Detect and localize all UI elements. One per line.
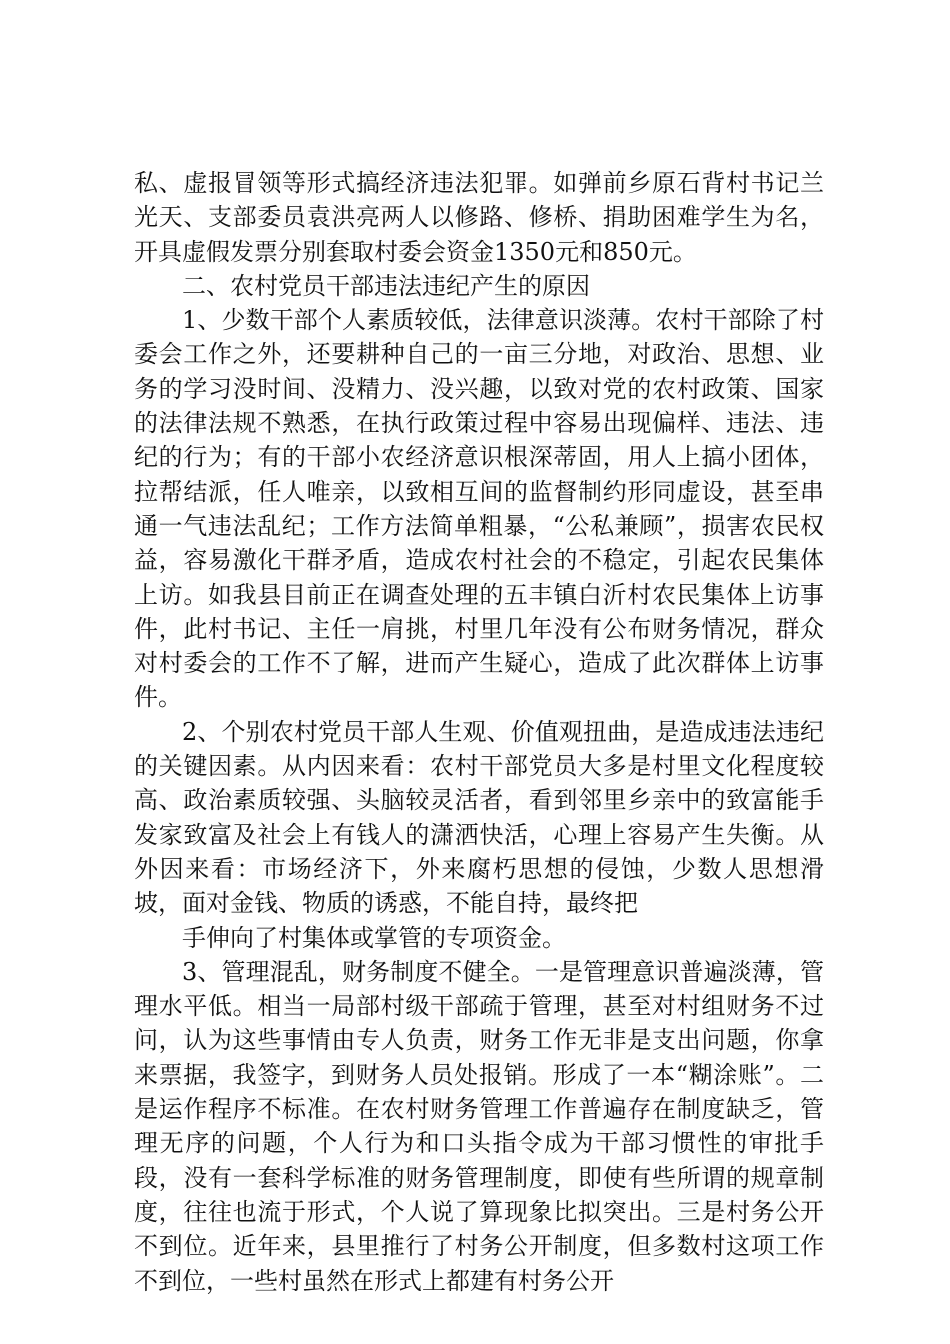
section-heading: 二、农村党员干部违法违纪产生的原因 <box>182 271 590 300</box>
paragraph-reason-1: 1、少数干部个人素质较低，法律意识淡薄。农村干部除了村委会工作之外，还要耕种自己的一亩三分地，对政治、思想、业务的学习没时间、没精力、没兴趣，以致对党的农村政策、国家的法律法规不熟悉，在执行政策过程中容易出现偏样、违法、违纪的行为；有的干部小农经济意识根深蒂固，用人上搞小团体，拉帮结派，任人唯亲，以致相互间的监督制约形同虚设，甚至串通一气违法乱纪；工作方法简单粗暴，“公私兼顾”，损害农民权益，容易激化干群矛盾，造成农村社会的不稳定，引起农民集体上访。如我县目前正在调查处理的五丰镇白沂村农民集体上访事件，此村书记、主任一肩挑，村里几年没有公布财务情况，群众对村委会的工作不了解，进而产生疑心，造成了此次群体上访事件。 <box>134 306 824 712</box>
paragraph-fragment: 手伸向了村集体或掌管的专项资金。 <box>182 923 566 952</box>
paragraph-reason-2: 2、个别农村党员干部人生观、价值观扭曲，是造成违法违纪的关键因素。从内因来看：农村干部党员大多是村里文化程度较高、政治素质较强、头脑较灵活者，看到邻里乡亲中的致富能手发家致富及社会上有钱人的潇洒快活，心理上容易产生失衡。从外因来看：市场经济下，外来腐朽思想的侵蚀，少数人思想滑坡，面对金钱、物质的诱惑，不能自持，最终把 <box>134 717 824 918</box>
paragraph-continuation: 私、虚报冒领等形式搞经济违法犯罪。如弹前乡原石背村书记兰光天、支部委员袁洪亮两人以修路、修桥、捐助困难学生为名，开具虚假发票分别套取村委会资金1350元和850元。 <box>134 169 824 266</box>
paragraph-reason-3: 3、管理混乱，财务制度不健全。一是管理意识普遍淡薄，管理水平低。相当一局部村级干部疏于管理，甚至对村组财务不过问，认为这些事情由专人负责，财务工作无非是支出问题，你拿来票据，我签字，到财务人员处报销。形成了一本“糊涂账”。二是运作程序不标准。在农村财务管理工作普遍存在制度缺乏，管理无序的问题，个人行为和口头指令成为干部习惯性的审批手段，没有一套科学标准的财务管理制度，即使有些所谓的规章制度，往往也流于形式，个人说了算现象比拟突出。三是村务公开不到位。近年来，县里推行了村务公开制度，但多数村这项工作不到位，一些村虽然在形式上都建有村务公开 <box>134 957 824 1295</box>
document-body <box>134 166 824 1298</box>
